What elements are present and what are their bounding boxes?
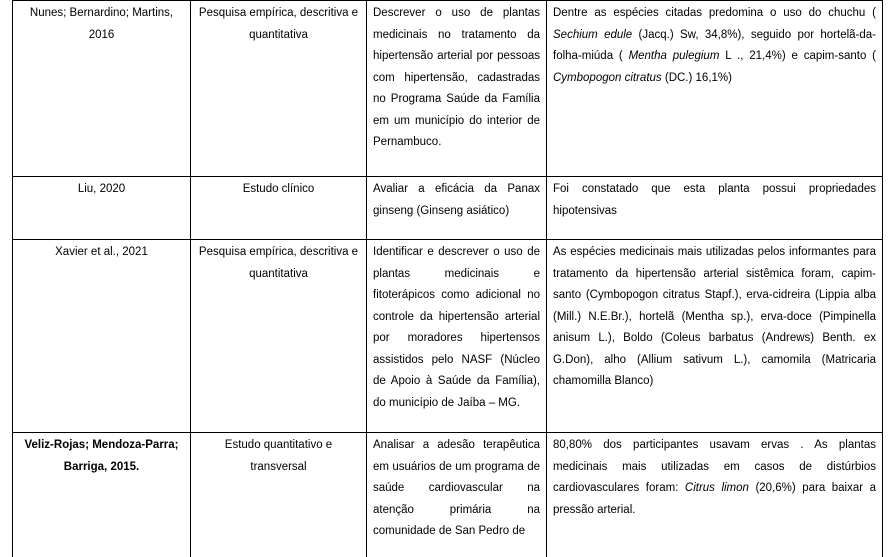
author-cell: Xavier et al., 2021 [13, 240, 191, 433]
objective-cell: Analisar a adesão terapêutica em usuários de um programa de saúde cardiovascular na atenção primária na comunidade de San Pedro de [367, 433, 547, 557]
result-cell: 80,80% dos participantes usavam ervas . As plantas medicinais mais utilizadas em casos de distúrbios cardiovasculares foram: Citrus limon (20,6%) para baixar a pressão arterial. [547, 433, 883, 557]
result-cell: Foi constatado que esta planta possui propriedades hipotensivas [547, 177, 883, 240]
table-row [13, 177, 883, 240]
species-name: Sechium edule [553, 29, 632, 41]
objective-cell: Identificar e descrever o uso de plantas medicinais e fitoterápicos como adicional no controle da hipertensão arterial por moradores hipertensos assistidos pelo NASF (Núcleo de Apoio à Saúde da Família), do município de Jaíba – MG. [367, 240, 547, 433]
author-cell: Veliz-Rojas; Mendoza-Parra; Barriga, 2015. [13, 433, 191, 557]
author-cell: Nunes; Bernardino; Martins, 2016 [13, 1, 191, 177]
species-name: Citrus limon [685, 482, 749, 494]
author-cell: Liu, 2020 [13, 177, 191, 240]
study-type-cell: Pesquisa empírica, descritiva e quantitativa [191, 240, 367, 433]
objective-cell: Descrever o uso de plantas medicinais no tratamento da hipertensão arterial por pessoas com hipertensão, cadastradas no Programa Saúde da Família em um município do interior de Pernambuco. [367, 1, 547, 177]
table-row [13, 1, 883, 177]
objective-cell: Avaliar a eficácia da Panax ginseng (Ginseng asiático) [367, 177, 547, 240]
species-name: Cymbopogon citratus [553, 72, 662, 84]
result-cell: Dentre as espécies citadas predomina o uso do chuchu ( Sechium edule (Jacq.) Sw, 34,8%), seguido por hortelã-da-folha-miúda ( Mentha pulegium L ., 21,4%) e capim-santo ( Cymbopogon citratus (DC.) 16,1%) [547, 1, 883, 177]
table-row [13, 433, 883, 557]
table-row [13, 240, 883, 433]
result-cell: As espécies medicinais mais utilizadas pelos informantes para tratamento da hipertensão arterial sistêmica foram, capim-santo (Cymbopogon citratus Stapf.), erva-cidreira (Lippia alba (Mill.) N.E.Br.), hortelã (Mentha sp.), erva-doce (Pimpinella anisum L.), Boldo (Coleus barbatus (Andrews) Benth. ex G.Don), alho (Allium sativum L.), camomila (Matricaria chamomilla Blanco) [547, 240, 883, 433]
study-type-cell: Estudo quantitativo e transversal [191, 433, 367, 557]
study-type-cell: Pesquisa empírica, descritiva e quantitativa [191, 1, 367, 177]
study-type-cell: Estudo clínico [191, 177, 367, 240]
species-name: Mentha pulegium [629, 50, 720, 62]
studies-table [12, 0, 883, 557]
